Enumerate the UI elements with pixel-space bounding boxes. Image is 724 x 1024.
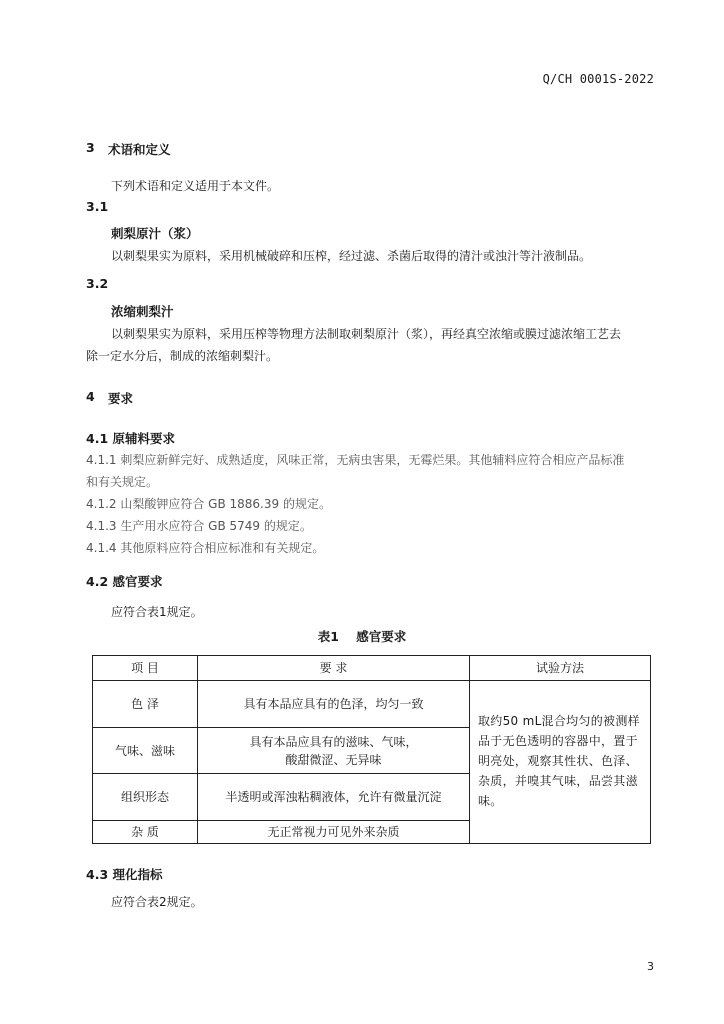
term-name: 刺梨原汁（浆） [111,226,199,241]
clause-item: 4.1.3 生产用水应符合 GB 5749 的规定。 [86,519,312,533]
table-cell-item: 色 泽 [93,681,198,728]
term-number: 3.1 [86,199,109,214]
subsection-heading: 4.1 原辅料要求 [86,431,175,446]
term-definition: 以刺梨果实为原料，采用压榨等物理方法制取刺梨原汁（浆），再经真空浓缩或膜过滤浓缩工艺去 [111,327,622,341]
section3-intro: 下列术语和定义适用于本文件。 [111,179,280,193]
subsection-text: 应符合表2规定。 [111,895,203,909]
section3-title: 术语和定义 [108,142,171,157]
subsection-text: 应符合表1规定。 [111,605,203,619]
table-cell-item: 气味、滋味 [93,728,198,774]
table-cell-item: 组织形态 [93,774,198,821]
table-cell-item: 杂 质 [93,821,198,844]
table-header-cell: 项 目 [93,656,198,681]
subsection-heading: 4.3 理化指标 [86,867,163,882]
table-row [93,681,651,728]
table-cell-requirement: 半透明或浑浊粘稠液体，允许有微量沉淀 [198,774,470,821]
subsection-heading: 4.2 感官要求 [86,574,163,589]
term-definition-cont: 除一定水分后，制成的浓缩刺梨汁。 [86,349,279,363]
clause-item: 和有关规定。 [86,475,159,489]
term-number: 3.2 [86,276,109,291]
table-cell-method: 取约50 mL混合均匀的被测样品于无色透明的容器中，置于明亮处，观察其性状、色泽、杂质，并嗅其气味，品尝其滋味。 [470,681,651,844]
section4-title: 要求 [108,391,134,406]
requirement-line: 酸甜微涩、无异味 [285,752,382,767]
term-definition: 以刺梨果实为原料，采用机械破碎和压榨，经过滤、杀菌后取得的清汁或浊汁等汁液制品。 [111,249,592,263]
clause-item: 4.1.2 山梨酸钾应符合 GB 1886.39 的规定。 [86,497,331,511]
page-number: 3 [647,960,654,973]
requirement-line: 具有本品应具有的滋味、气味， [249,734,418,749]
section4-number: 4 [86,389,95,404]
doc-code: Q/CH 0001S-2022 [542,72,654,86]
table-cell-requirement: 无正常视力可见外来杂质 [198,821,470,844]
section3-number: 3 [86,140,95,155]
clause-item: 4.1.1 刺梨应新鲜完好、成熟适度，风味正常，无病虫害果，无霉烂果。其他辅料应符合相应产品标准 [86,453,625,467]
term-name: 浓缩刺梨汁 [111,304,174,319]
table-header-cell: 要 求 [198,656,470,681]
clause-item: 4.1.4 其他原料应符合相应标准和有关规定。 [86,541,325,555]
table-header-row [93,656,651,681]
table-header-cell: 试验方法 [470,656,651,681]
table-cell-requirement: 具有本品应具有的色泽，均匀一致 [198,681,470,728]
sensory-requirements-table [92,655,651,844]
table-cell-requirement [198,728,470,774]
table-caption: 表1 感官要求 [317,629,407,644]
